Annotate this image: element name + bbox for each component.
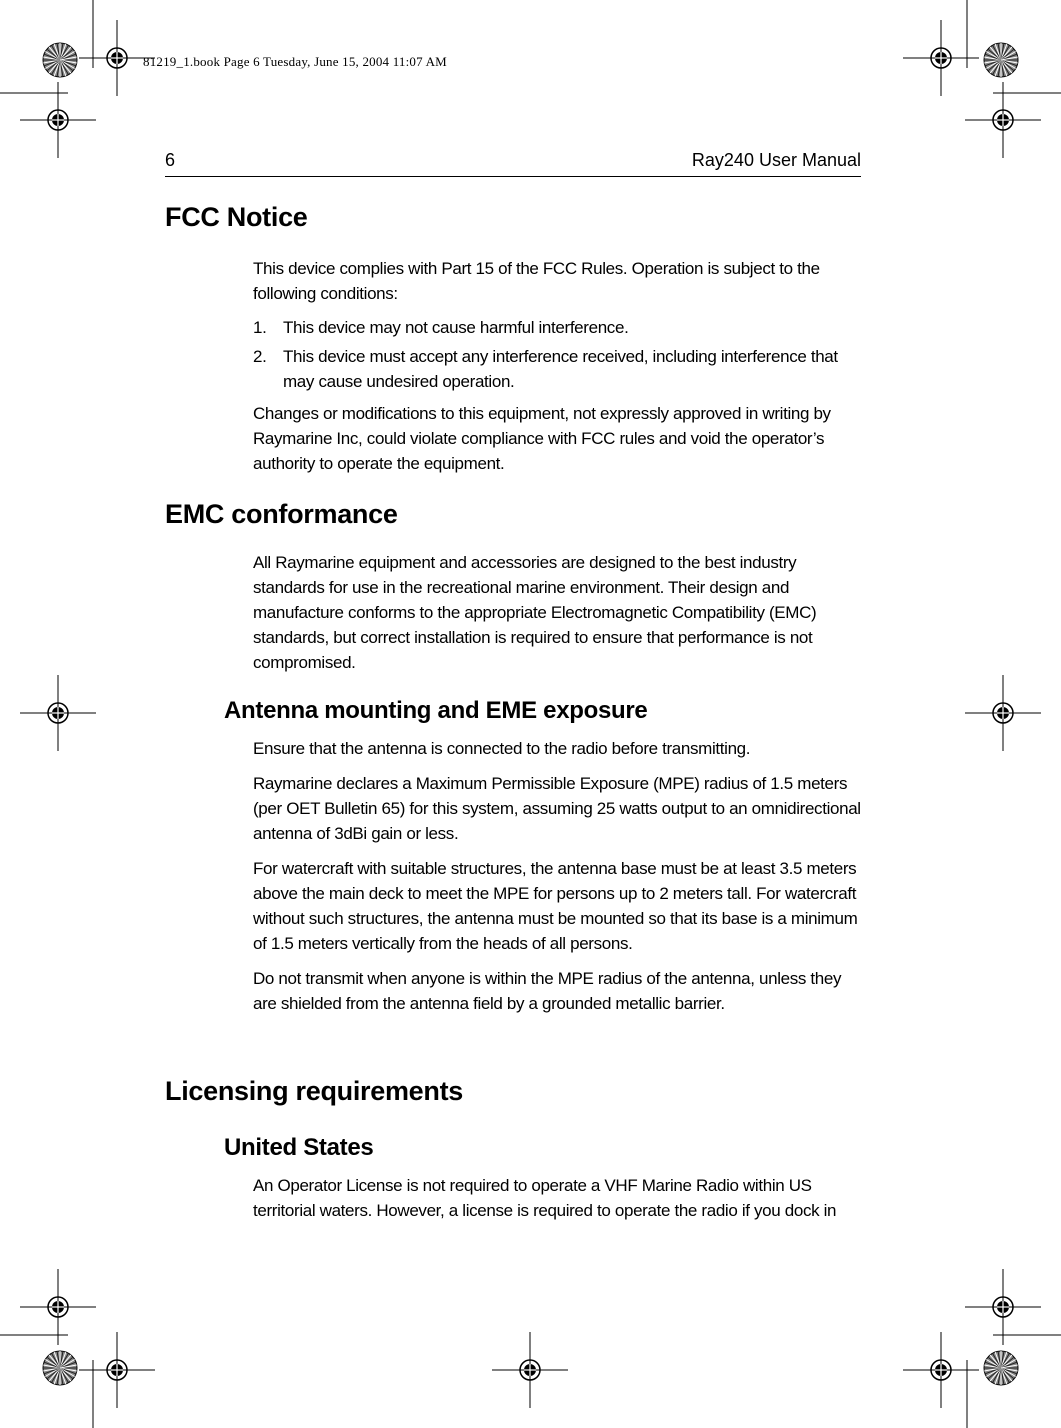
registration-mark (903, 1332, 979, 1408)
antenna-p4: Do not transmit when anyone is within the MPE radius of the antenna, unless they are shielded from the antenna field by a grounded metallic barrier. (253, 969, 842, 1013)
registration-mark (20, 1269, 96, 1345)
fcc-changes: Changes or modifications to this equipment, not expressly approved in writing by Raymarine Inc, could violate compliance with FCC rules and void the operator’s authority to operate the equipment. (253, 404, 831, 473)
heading-emc-conformance: EMC conformance (165, 499, 398, 529)
us-body: An Operator License is not required to operate a VHF Marine Radio within US territorial waters. However, a license is required to operate the radio if you dock in (253, 1176, 837, 1220)
starburst-target (43, 43, 77, 77)
print-slug: 81219_1.book Page 6 Tuesday, June 15, 2004 11:07 AM (143, 54, 447, 69)
starburst-target (984, 43, 1018, 77)
emc-body: All Raymarine equipment and accessories are designed to the best industry standards for use in the recreational marine environment. Their design and manufacture conforms to the appropriate Electromagnetic Compatibility (EMC) standards, but correct installation is required to ensure that performance is not compromised. (253, 553, 817, 672)
page-number: 6 (165, 150, 176, 170)
heading-antenna-mounting: Antenna mounting and EME exposure (224, 697, 648, 724)
heading-fcc-notice: FCC Notice (165, 202, 308, 232)
list-item (253, 344, 863, 394)
antenna-p2: Raymarine declares a Maximum Permissible Exposure (MPE) radius of 1.5 meters (per OET Bulletin 65) for this system, assuming 25 watts output to an omnidirectional antenna of 3dBi gain or less. (253, 774, 861, 843)
running-header (165, 150, 861, 177)
starburst-target (43, 1351, 77, 1385)
heading-united-states: United States (224, 1134, 374, 1161)
registration-mark (965, 1269, 1041, 1345)
starburst-target (984, 1351, 1018, 1385)
heading-licensing: Licensing requirements (165, 1076, 463, 1106)
fcc-intro: This device complies with Part 15 of the FCC Rules. Operation is subject to the following conditions: (253, 259, 820, 303)
list-text: This device must accept any interference received, including interference that may cause undesired operation. (283, 347, 838, 391)
registration-mark (79, 1332, 155, 1408)
list-number: 1. (253, 318, 267, 337)
antenna-p3: For watercraft with suitable structures, the antenna base must be at least 3.5 meters above the main deck to meet the MPE for persons up to 2 meters tall. For watercraft without such structures, the antenna must be mounted so that its base is a minimum of 1.5 meters vertically from the heads of all persons. (253, 859, 858, 953)
list-number: 2. (253, 347, 267, 366)
registration-mark (20, 675, 96, 751)
list-item (253, 315, 863, 340)
antenna-p1: Ensure that the antenna is connected to the radio before transmitting. (253, 739, 751, 758)
registration-mark (492, 1332, 568, 1408)
list-text: This device may not cause harmful interference. (283, 318, 629, 337)
manual-title: Ray240 User Manual (691, 150, 861, 170)
registration-mark (903, 20, 979, 96)
registration-mark (965, 675, 1041, 751)
